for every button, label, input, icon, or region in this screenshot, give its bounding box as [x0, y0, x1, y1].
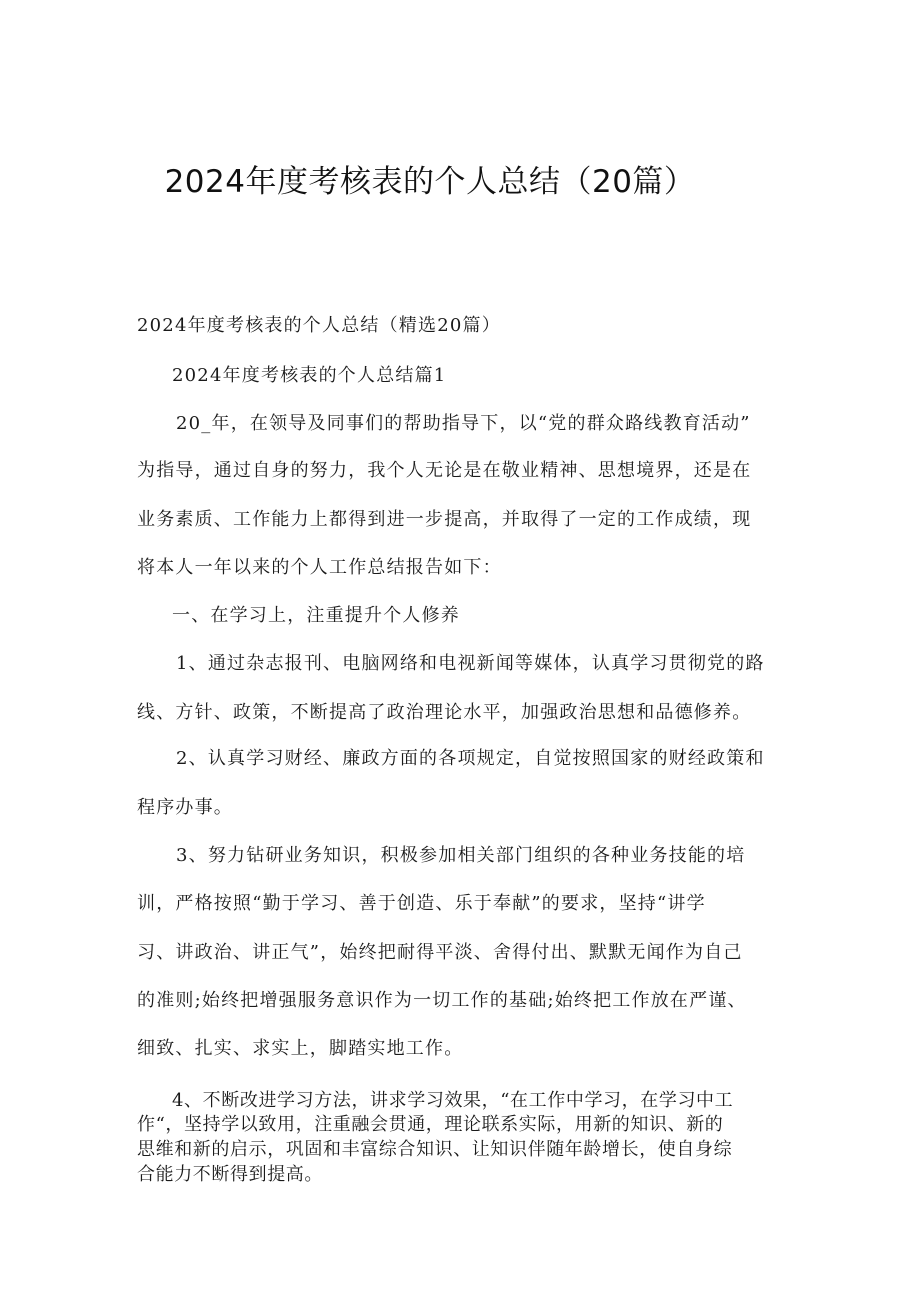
- section-heading: 2024年度考核表的个人总结篇1: [172, 365, 447, 386]
- paragraph-line: 线、方针、政策，不断提高了政治理论水平，加强政治思想和品德修养。: [137, 702, 752, 723]
- paragraph-line: 3、努力钻研业务知识，积极参加相关部门组织的各种业务技能的培: [176, 845, 746, 866]
- paragraph-line: 将本人一年以来的个人工作总结报告如下：: [137, 557, 502, 578]
- document-title: 2024年度考核表的个人总结（20篇）: [164, 164, 696, 200]
- paragraph-line: 为指导，通过自身的努力，我个人无论是在敬业精神、思想境界，还是在: [137, 460, 752, 481]
- paragraph-line: 训，严格按照“勤于学习、善于创造、乐于奉献”的要求，坚持“讲学: [137, 893, 706, 914]
- paragraph-line: 合能力不断得到提高。: [137, 1164, 323, 1185]
- paragraph-line: 程序办事。: [137, 797, 233, 818]
- paragraph-line: 思维和新的启示，巩固和丰富综合知识、让知识伴随年龄增长，使自身综: [137, 1139, 733, 1160]
- document-subtitle: 2024年度考核表的个人总结（精选20篇）: [137, 315, 501, 336]
- paragraph-line: 的准则;始终把增强服务意识作为一切工作的基础;始终把工作放在严谨、: [137, 990, 747, 1011]
- paragraph-line: 细致、扎实、求实上，脚踏实地工作。: [137, 1038, 464, 1059]
- paragraph-line: 2、认真学习财经、廉政方面的各项规定，自觉按照国家的财经政策和: [176, 748, 765, 769]
- paragraph-line: 20_年，在领导及同事们的帮助指导下，以“党的群众路线教育活动”: [176, 413, 751, 434]
- paragraph-line: 4、不断改进学习方法，讲求学习效果，“在工作中学习，在学习中工: [172, 1090, 734, 1111]
- paragraph-line: 习、讲政治、讲正气”，始终把耐得平淡、舍得付出、默默无闻作为自己: [137, 942, 743, 963]
- paragraph-line: 1、通过杂志报刊、电脑网络和电视新闻等媒体，认真学习贯彻党的路: [176, 653, 765, 674]
- subsection-heading: 一、在学习上，注重提升个人修养: [172, 605, 460, 626]
- paragraph-line: 业务素质、工作能力上都得到进一步提高，并取得了一定的工作成绩，现: [137, 509, 752, 530]
- paragraph-line: 作“，坚持学以致用，注重融会贯通，理论联系实际，用新的知识、新的: [137, 1114, 724, 1135]
